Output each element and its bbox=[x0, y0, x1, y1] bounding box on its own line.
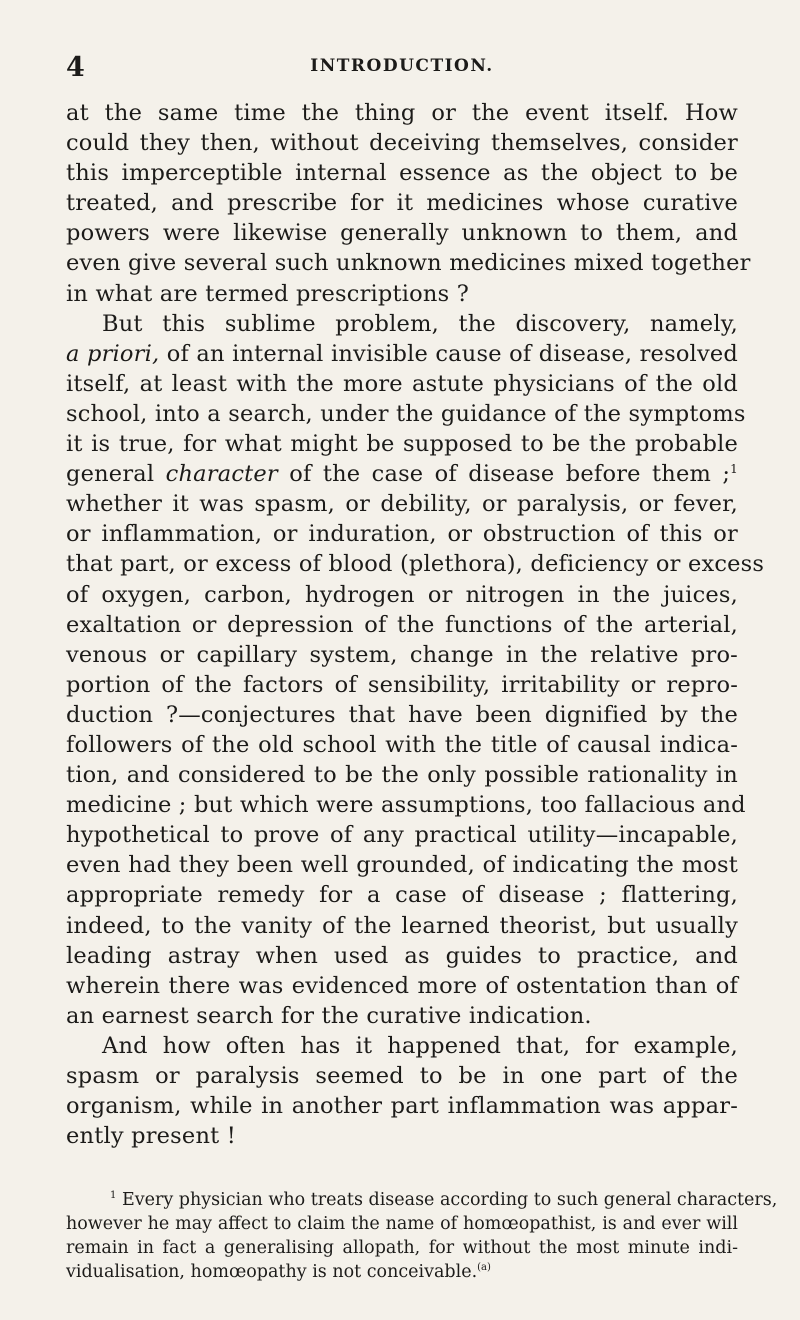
footnote-note-ref: (a) bbox=[477, 1262, 491, 1273]
footnote-ref: 1 bbox=[730, 462, 738, 477]
italic-text: character bbox=[165, 461, 278, 488]
text-line: even had they been well grounded, of indicating the most bbox=[66, 852, 738, 879]
text-line: leading astray when used as guides to practice, and bbox=[66, 942, 738, 969]
text-line: appropriate remedy for a case of disease ; flattering, bbox=[66, 882, 738, 909]
text-line: or inflammation, or induration, or obstruction of this or bbox=[66, 521, 738, 548]
body-text bbox=[66, 98, 765, 1151]
text-line: medicine ; but which were assumptions, too fallacious and bbox=[66, 792, 746, 819]
text-span: vidualisation, homœopathy is not conceivable. bbox=[66, 1262, 478, 1282]
text-line: itself, at least with the more astute physicians of the old bbox=[66, 370, 738, 397]
text-line: tion, and considered to be the only possible rationality in bbox=[66, 762, 738, 789]
footnote-line bbox=[66, 1188, 778, 1212]
text-line: ently present ! bbox=[66, 1123, 236, 1150]
footnote-marker: 1 bbox=[110, 1190, 117, 1201]
italic-text: a priori, bbox=[66, 340, 160, 367]
text-line: it is true, for what might be supposed to be the probable bbox=[66, 431, 738, 458]
text-line: wherein there was evidenced more of ostentation than of bbox=[66, 972, 738, 999]
text-span: of the case of disease before them ; bbox=[277, 461, 731, 488]
text-line: venous or capillary system, change in the relative pro- bbox=[66, 641, 738, 668]
text-line: in what are termed prescriptions ? bbox=[66, 280, 469, 307]
running-head: INTRODUCTION. bbox=[310, 56, 494, 76]
text-line: even give several such unknown medicines mixed together bbox=[66, 250, 751, 277]
page-header bbox=[66, 52, 738, 82]
text-line: portion of the factors of sensibility, irritability or repro- bbox=[66, 671, 738, 698]
text-span: Every physician who treats disease according to such general characters, bbox=[121, 1190, 778, 1210]
text-line: exaltation or depression of the functions of the arterial, bbox=[66, 611, 738, 638]
text-line: of oxygen, carbon, hydrogen or nitrogen in the juices, bbox=[66, 581, 738, 608]
text-line: at the same time the thing or the event itself. How bbox=[66, 100, 738, 126]
text-line: treated, and prescribe for it medicines whose curative bbox=[66, 190, 738, 217]
text-line: powers were likewise generally unknown to them, and bbox=[66, 220, 738, 247]
text-line: whether it was spasm, or debility, or paralysis, or fever, bbox=[66, 491, 738, 518]
text-line: this imperceptible internal essence as the object to be bbox=[66, 160, 738, 187]
text-line: spasm or paralysis seemed to be in one part of the bbox=[66, 1063, 738, 1089]
text-line: could they then, without deceiving themselves, consider bbox=[66, 130, 738, 157]
footnote-line: remain in fact a generalising allopath, for without the most minute indi- bbox=[66, 1238, 738, 1258]
text-line bbox=[66, 339, 738, 369]
text-line: school, into a search, under the guidance of the symptoms bbox=[66, 400, 746, 427]
text-line: indeed, to the vanity of the learned theorist, but usually bbox=[66, 912, 738, 939]
text-line: an earnest search for the curative indication. bbox=[66, 1002, 592, 1029]
text-line: hypothetical to prove of any practical utility—incapable, bbox=[66, 822, 738, 849]
footnote-line bbox=[66, 1260, 738, 1284]
text-span: general bbox=[66, 461, 166, 488]
page-number: 4 bbox=[66, 52, 85, 83]
footnote bbox=[66, 1188, 778, 1284]
text-line bbox=[66, 459, 738, 489]
text-line: organism, while in another part inflammation was appar- bbox=[66, 1093, 738, 1120]
text-span: of an internal invisible cause of disease, resolved bbox=[159, 340, 738, 367]
footnote-line: however he may affect to claim the name of homœopathist, is and ever will bbox=[66, 1214, 738, 1234]
text-line: that part, or excess of blood (plethora), deficiency or excess bbox=[66, 551, 765, 578]
text-line: But this sublime problem, the discovery, namely, bbox=[102, 310, 738, 337]
text-line: And how often has it happened that, for example, bbox=[102, 1032, 738, 1059]
text-line: followers of the old school with the title of causal indica- bbox=[66, 731, 738, 758]
text-line: duction ?—conjectures that have been dignified by the bbox=[66, 701, 738, 728]
